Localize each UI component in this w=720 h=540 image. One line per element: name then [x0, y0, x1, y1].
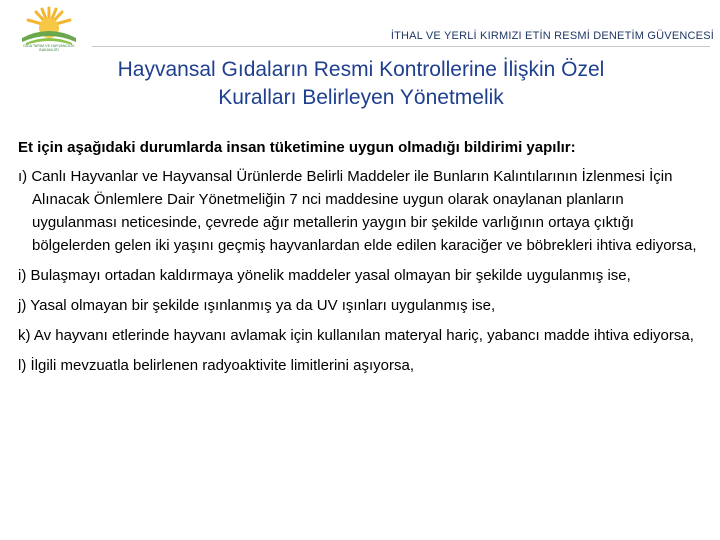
list-item: j) Yasal olmayan bir şekilde ışınlanmış ya da UV ışınları uygulanmış ise, — [18, 297, 496, 314]
sun-wheat-logo-icon — [14, 4, 84, 46]
title-line-1: Hayvansal Gıdaların Resmi Kontrollerine İlişkin Özel — [117, 58, 605, 81]
logo-caption: GIDA TARIM VE HAYVANCILIK BAKANLIĞI — [23, 44, 75, 52]
list-item: ı) Canlı Hayvanlar ve Hayvansal Ürünlerde Belirli Maddeler ile Bunların Kalıntılarının İzlenmesi İçin Alınacak Önlemlere Dair Yönetmeliğin 7 nci maddesine uygun olarak onaylanan planların uygulanması neticesinde, çevrede ağır metallerin yaygın bir şekilde varlığının ortaya çıktığı bölgelerden gelen iki yaşını geçmiş hayvanlardan elde edilen karaciğer ve böbrekleri ihtiva ediyorsa, — [18, 168, 697, 254]
list-item: k) Av hayvanı etlerinde hayvanı avlamak için kullanılan materyal hariç, yabancı madde ihtiva ediyorsa, — [18, 327, 694, 344]
body-content — [18, 136, 706, 384]
list-item: i) Bulaşmayı ortadan kaldırmaya yönelik maddeler yasal olmayan bir şekilde uygulanmış ise, — [18, 267, 631, 284]
list-item: l) İlgili mevzuatla belirlenen radyoaktivite limitlerini aşıyorsa, — [18, 357, 414, 374]
page-title — [20, 56, 702, 112]
header-banner-text: İTHAL VE YERLİ KIRMIZI ETİN RESMİ DENETİM GÜVENCESİ — [390, 30, 714, 42]
title-line-2: Kuralları Belirleyen Yönetmelik — [218, 86, 504, 109]
header-divider — [92, 46, 710, 47]
intro-text: Et için aşağıdaki durumlarda insan tüketimine uygun olmadığı bildirimi yapılır: — [18, 139, 576, 156]
